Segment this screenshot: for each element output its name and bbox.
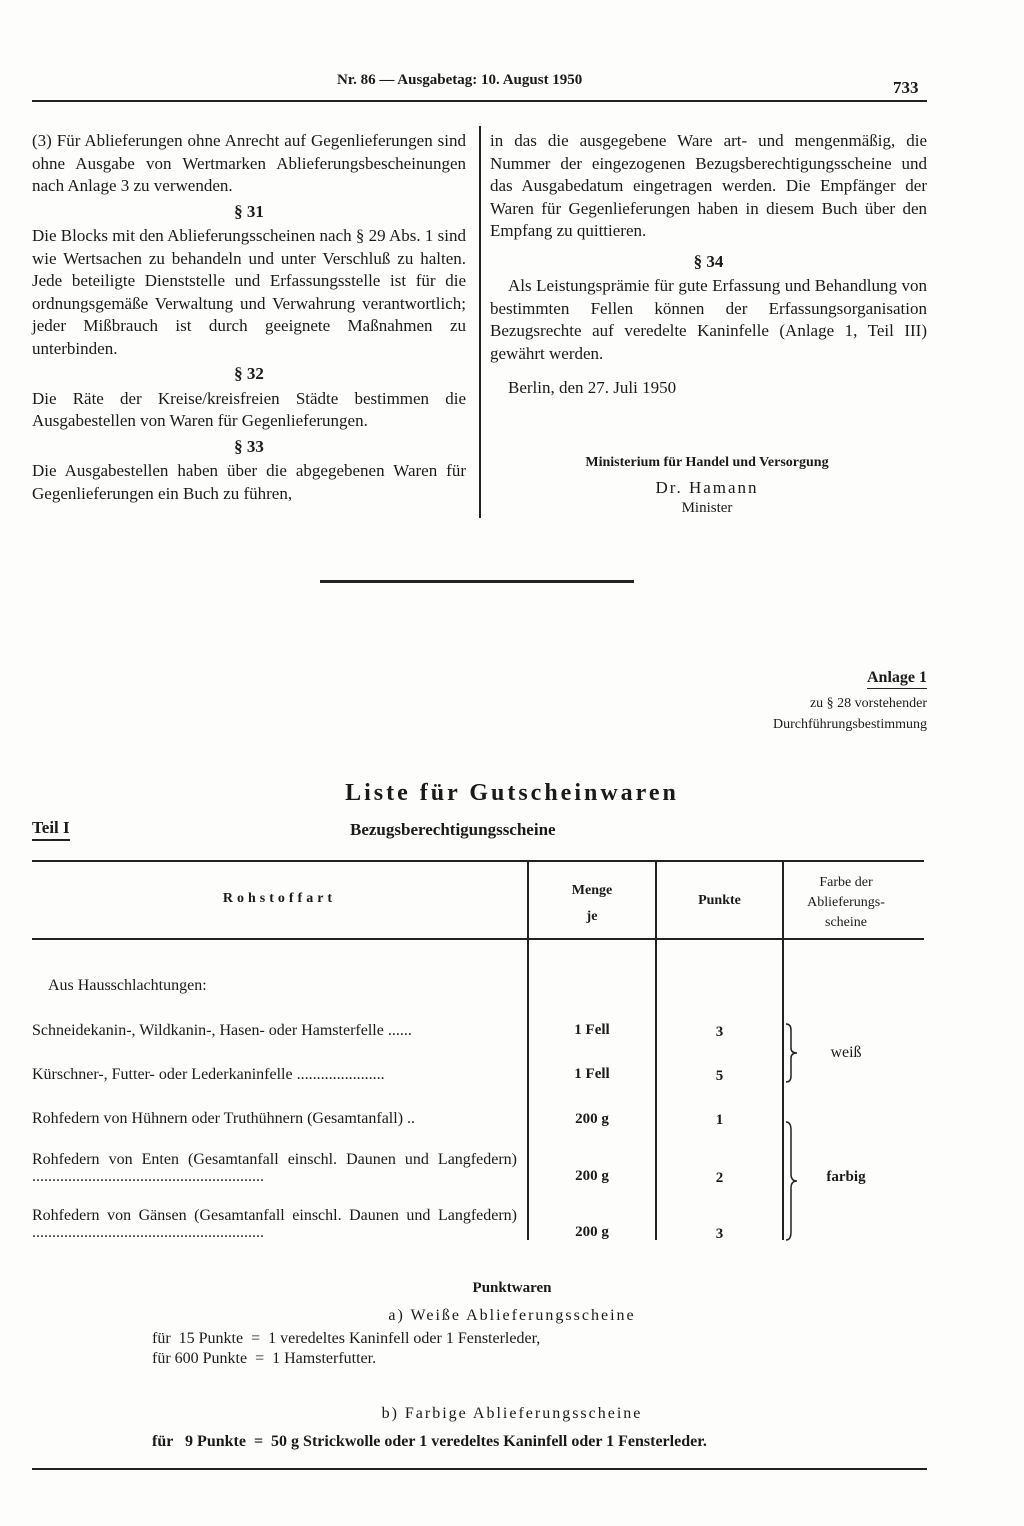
header-rule xyxy=(32,100,927,102)
section-31-heading: § 31 xyxy=(234,201,264,221)
section-34-heading: § 34 xyxy=(693,251,724,271)
table-row-3-punkte: 1 xyxy=(715,1112,724,1128)
table-row-4-punkte: 2 xyxy=(715,1170,724,1186)
color-farbig: farbig xyxy=(826,1169,866,1185)
table-row-2-menge: 1 Fell xyxy=(574,1066,610,1082)
table-row-1-name: Schneidekanin-, Wildkanin-, Hasen- oder Hamsterfelle ...... xyxy=(32,1022,412,1039)
color-weiss: weiß xyxy=(830,1044,862,1061)
header-farbe xyxy=(784,873,908,933)
page-header xyxy=(0,72,1024,96)
table-row-4-name: Rohfedern von Enten (Gesamtanfall einschl. Daunen und Langfedern) .......................................................... xyxy=(32,1151,517,1185)
header-punkte: Punkte xyxy=(698,893,741,908)
header-menge xyxy=(529,878,655,930)
header-farbe-line1: Farbe der xyxy=(819,875,873,890)
brace-weiss xyxy=(784,1022,800,1084)
section-34-text: Als Leistungsprämie für gute Erfassung und Behandlung von bestimmten Fellen können der Erfassungsorganisation Bezugsrechte auf veredelte Kaninfelle (Anlage 1, Teil III) gewährt werden. xyxy=(490,276,927,363)
punktwaren-title: Punktwaren xyxy=(472,1280,552,1296)
punktwaren-a-line-2: für 600 Punkte = 1 Hamsterfutter. xyxy=(152,1350,377,1367)
footer-rule xyxy=(32,1468,927,1470)
annex-line-1: zu § 28 vorstehender xyxy=(809,696,927,711)
table-row-1-punkte: 3 xyxy=(715,1024,724,1040)
punktwaren-a-line-1: für 15 Punkte = 1 veredeltes Kaninfell oder 1 Fensterleder, xyxy=(152,1330,541,1347)
page-number: 733 xyxy=(893,78,919,97)
section-31-text: Die Blocks mit den Ablieferungsscheinen nach § 29 Abs. 1 sind wie Wertsachen zu behandeln und unter Verschluß zu halten. Jede beteiligte Dienststelle und Erfassungsstelle ist für die ordnungsgemäße Verwaltung und Verwahrung verantwortlich; jeder Mißbrauch ist durch geeignete Maßnahmen zu unterbinden. xyxy=(32,226,466,358)
punktwaren-a-title: a) Weiße Ablieferungsscheine xyxy=(388,1307,636,1324)
teil-label: Teil I xyxy=(32,818,70,841)
table-row-2-punkte: 5 xyxy=(715,1068,724,1084)
punktwaren-b-line-1: für 9 Punkte = 50 g Strickwolle oder 1 veredeltes Kaninfell oder 1 Fensterleder. xyxy=(152,1433,707,1450)
column-divider xyxy=(479,126,481,518)
table-row-2-name: Kürschner-, Futter- oder Lederkaninfelle ...................... xyxy=(32,1066,385,1083)
table-row-5-menge: 200 g xyxy=(575,1224,609,1240)
annex-line-2: Durchführungsbestimmung xyxy=(773,717,927,732)
section-32-heading: § 32 xyxy=(234,364,264,383)
section-32-text: Die Räte der Kreise/kreisfreien Städte bestimmen die Ausgabestellen von Waren für Gegenlieferungen. xyxy=(32,388,466,430)
teil-subtitle: Bezugsberechtigungsscheine xyxy=(350,820,556,839)
table-top-rule xyxy=(32,860,924,862)
table-row-3-menge: 200 g xyxy=(575,1111,609,1127)
group-label: Aus Hausschlachtungen: xyxy=(48,977,207,994)
list-title: Liste für Gutscheinwaren xyxy=(345,780,679,806)
punktwaren-b-title: b) Farbige Ablieferungsscheine xyxy=(381,1405,643,1422)
signer-name: Dr. Hamann xyxy=(655,478,759,497)
table-row-5-name: Rohfedern von Gänsen (Gesamtanfall einschl. Daunen und Langfedern) .......................................................... xyxy=(32,1207,517,1241)
header-rohstoffart: Rohstoffart xyxy=(222,891,337,906)
section-separator xyxy=(320,580,634,583)
left-column xyxy=(32,130,466,505)
right-column xyxy=(490,130,927,400)
table-row-3-name: Rohfedern von Hühnern oder Truthühnern (Gesamtanfall) .. xyxy=(32,1110,416,1127)
brace-farbig xyxy=(784,1120,800,1242)
header-farbe-line2: Ablieferungs- xyxy=(807,895,885,910)
ministry-name: Ministerium für Handel und Versorgung xyxy=(585,455,829,470)
issue-title: Nr. 86 — Ausgabetag: 10. August 1950 xyxy=(337,72,583,88)
signer-role: Minister xyxy=(681,500,733,516)
table-row-1-menge: 1 Fell xyxy=(574,1022,610,1038)
header-menge-line2: je xyxy=(586,909,598,924)
header-menge-line1: Menge xyxy=(571,883,613,898)
table-row-5-punkte: 3 xyxy=(715,1226,724,1242)
section-33-text: Die Ausgabestellen haben über die abgegebenen Waren für Gegenlieferungen ein Buch zu führen, xyxy=(32,461,466,503)
section-33-heading: § 33 xyxy=(234,436,264,456)
table-header-rule xyxy=(32,938,924,940)
header-farbe-line3: scheine xyxy=(825,915,867,930)
place-date: Berlin, den 27. Juli 1950 xyxy=(508,378,677,397)
table-row-4-menge: 200 g xyxy=(575,1168,609,1184)
annex-label: Anlage 1 xyxy=(867,669,927,689)
paragraph-3: (3) Für Ablieferungen ohne Anrecht auf Gegenlieferungen sind ohne Ausgabe von Wertmarken Ablieferungsbescheinungen nach Anlage 3 zu verwenden. xyxy=(32,131,466,195)
continuation-text: in das die ausgegebene Ware art- und mengenmäßig, die Nummer der eingezogenen Bezugsberechtigungsscheine und das Ausgabedatum eingetragen werden. Die Empfänger der Waren für Gegenlieferungen haben in diesem Buch über den Empfang zu quittieren. xyxy=(490,131,927,240)
